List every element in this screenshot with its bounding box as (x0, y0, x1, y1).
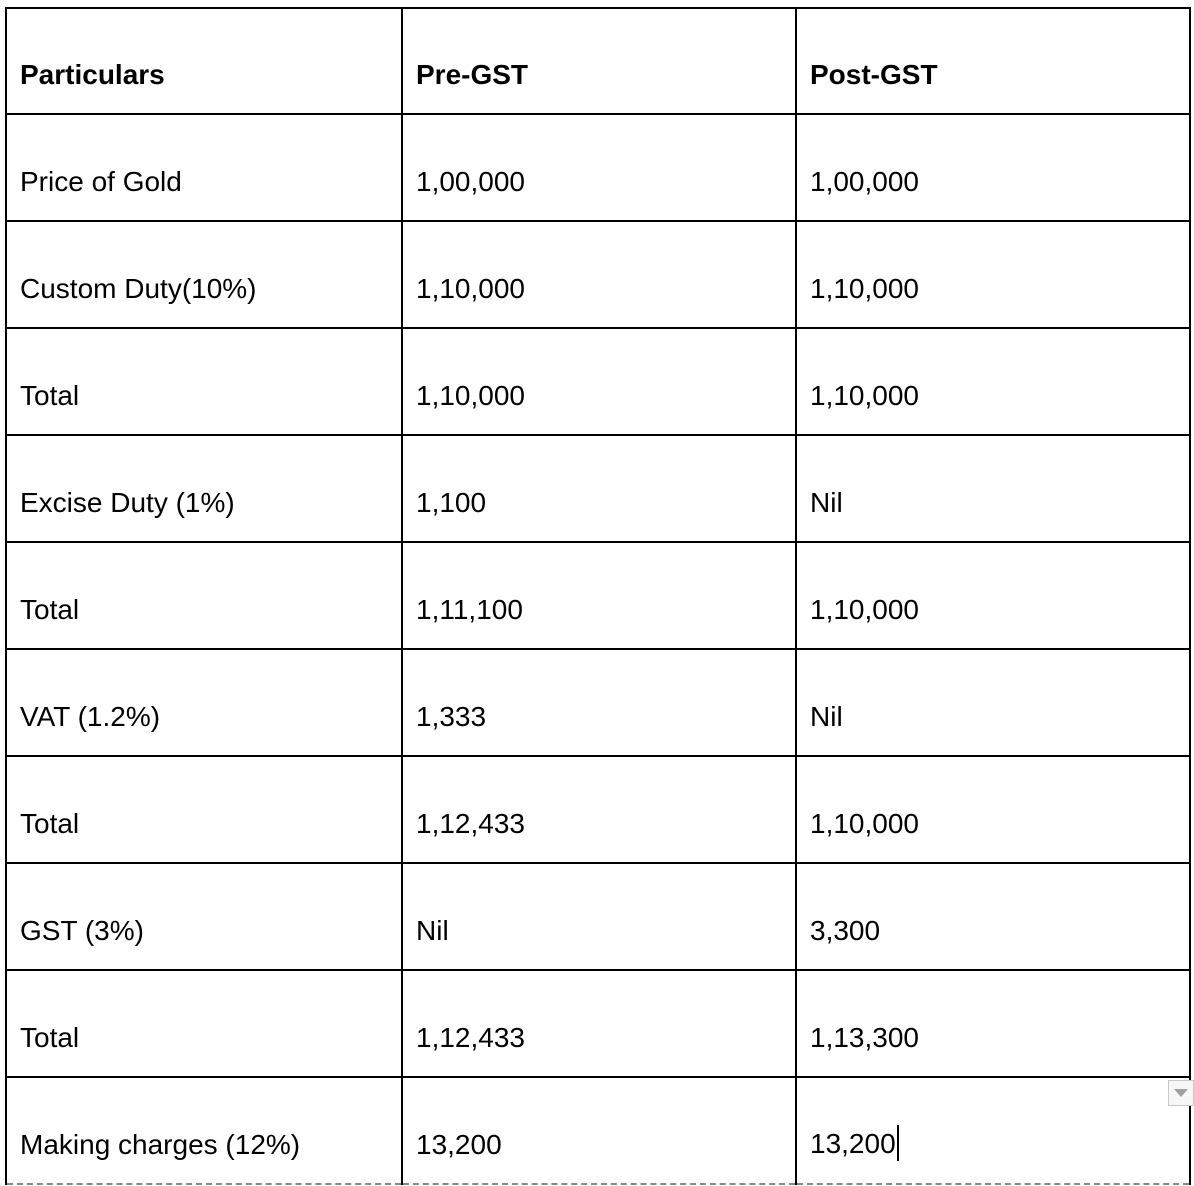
cell-post-gst[interactable]: 1,10,000 (796, 756, 1190, 863)
header-post-gst[interactable]: Post-GST (796, 8, 1190, 114)
cell-particulars[interactable]: Total (6, 756, 402, 863)
cell-particulars[interactable]: Custom Duty(10%) (6, 221, 402, 328)
header-pre-gst[interactable]: Pre-GST (402, 8, 796, 114)
table-row (6, 221, 1190, 328)
cell-pre-gst[interactable]: 1,333 (402, 649, 796, 756)
header-particulars[interactable]: Particulars (6, 8, 402, 114)
cell-post-gst[interactable]: Nil (796, 649, 1190, 756)
cell-particulars[interactable]: Total (6, 328, 402, 435)
table-row (6, 970, 1190, 1077)
cell-particulars[interactable]: Total (6, 542, 402, 649)
table-row (6, 114, 1190, 221)
cell-post-gst[interactable]: 3,300 (796, 863, 1190, 970)
table-row (6, 649, 1190, 756)
cell-particulars[interactable]: Making charges (12%) (6, 1077, 402, 1184)
table-row (6, 435, 1190, 542)
table-row (6, 1077, 1190, 1184)
table-row (6, 542, 1190, 649)
cell-post-gst[interactable]: 1,00,000 (796, 114, 1190, 221)
cell-particulars[interactable]: Price of Gold (6, 114, 402, 221)
table-row (6, 756, 1190, 863)
cell-post-gst-text: 13,200 (810, 1128, 896, 1159)
cell-pre-gst[interactable]: 1,10,000 (402, 221, 796, 328)
cell-pre-gst[interactable]: 1,10,000 (402, 328, 796, 435)
cell-post-gst[interactable]: 1,10,000 (796, 221, 1190, 328)
chevron-down-icon[interactable] (1168, 1080, 1194, 1106)
cell-pre-gst[interactable]: 1,12,433 (402, 756, 796, 863)
cell-particulars[interactable]: Total (6, 970, 402, 1077)
gst-comparison-table-container (5, 7, 1189, 1185)
cell-post-gst[interactable]: 1,10,000 (796, 542, 1190, 649)
cell-pre-gst[interactable]: Nil (402, 863, 796, 970)
gst-comparison-table (5, 7, 1191, 1185)
cell-post-gst[interactable]: Nil (796, 435, 1190, 542)
cell-post-gst-active[interactable] (796, 1077, 1190, 1184)
cell-particulars[interactable]: VAT (1.2%) (6, 649, 402, 756)
cell-pre-gst[interactable]: 1,11,100 (402, 542, 796, 649)
cell-particulars[interactable]: GST (3%) (6, 863, 402, 970)
cell-pre-gst[interactable]: 1,12,433 (402, 970, 796, 1077)
table-row (6, 863, 1190, 970)
text-cursor (897, 1125, 899, 1161)
cell-post-gst[interactable]: 1,10,000 (796, 328, 1190, 435)
header-row (6, 8, 1190, 114)
cell-pre-gst[interactable]: 13,200 (402, 1077, 796, 1184)
table-row (6, 328, 1190, 435)
chevron-down-icon-glyph (1174, 1089, 1188, 1097)
cell-post-gst[interactable]: 1,13,300 (796, 970, 1190, 1077)
cell-particulars[interactable]: Excise Duty (1%) (6, 435, 402, 542)
cell-pre-gst[interactable]: 1,100 (402, 435, 796, 542)
cell-pre-gst[interactable]: 1,00,000 (402, 114, 796, 221)
